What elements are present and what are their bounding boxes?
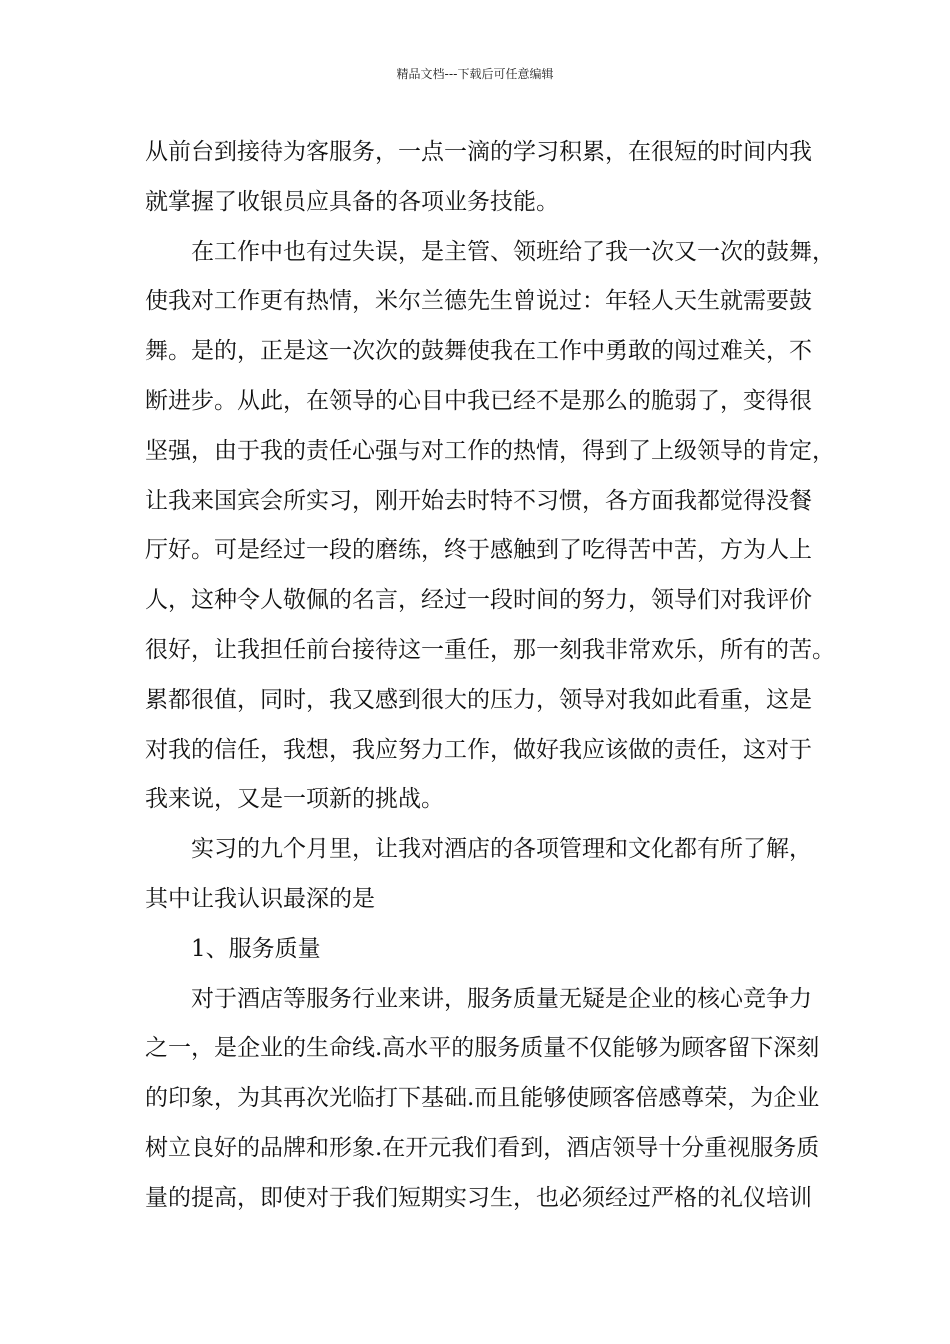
page-header: 精品文档---下载后可任意编辑 — [396, 67, 554, 81]
text-line: 累都很值，同时，我又感到很大的压力，领导对我如此看重，这是 — [145, 686, 812, 713]
text-line: 量的提高，即使对于我们短期实习生，也必须经过严格的礼仪培训 — [145, 1184, 812, 1211]
text-line: 之一，是企业的生命线.高水平的服务质量不仅能够为顾客留下深刻 — [145, 1035, 820, 1062]
paragraph-start-line: 实习的九个月里，让我对酒店的各项管理和文化都有所了解， — [191, 836, 812, 863]
text-line: 的印象，为其再次光临打下基础.而且能够使顾客倍感尊荣，为企业 — [145, 1085, 820, 1112]
text-line: 从前台到接待为客服务，一点一滴的学习积累，在很短的时间内我 — [145, 139, 812, 165]
text-line: 坚强，由于我的责任心强与对工作的热情，得到了上级领导的肯定， — [145, 437, 835, 464]
document-body — [145, 128, 835, 1224]
text-line: 断进步。从此，在领导的心目中我已经不是那么的脆弱了，变得很 — [145, 387, 812, 414]
text-line: 让我来国宾会所实习，刚开始去时特不习惯，各方面我都觉得没餐 — [145, 487, 812, 514]
text-line: 其中让我认识最深的是 — [145, 885, 375, 912]
text-line: 舞。是的，正是这一次次的鼓舞使我在工作中勇敢的闯过难关，不 — [145, 338, 812, 365]
section-heading: 1、服务质量 — [191, 935, 321, 962]
paragraph-start-line: 在工作中也有过失误，是主管、领班给了我一次又一次的鼓舞， — [191, 238, 835, 265]
text-line: 就掌握了收银员应具备的各项业务技能。 — [145, 188, 559, 215]
text-line: 对我的信任，我想，我应努力工作，做好我应该做的责任，这对于 — [145, 736, 812, 763]
text-line: 很好，让我担任前台接待这一重任，那一刻我非常欢乐，所有的苦。 — [145, 636, 835, 663]
text-line: 人，这种令人敬佩的名言，经过一段时间的努力，领导们对我评价 — [145, 587, 812, 614]
paragraph-start-line: 对于酒店等服务行业来讲，服务质量无疑是企业的核心竞争力 — [191, 985, 812, 1012]
text-line: 树立良好的品牌和形象.在开元我们看到，酒店领导十分重视服务质 — [145, 1134, 820, 1161]
text-line: 厅好。可是经过一段的磨练，终于感触到了吃得苦中苦，方为人上 — [145, 537, 812, 564]
text-line: 使我对工作更有热情，米尔兰德先生曾说过：年轻人天生就需要鼓 — [145, 288, 812, 315]
text-line: 我来说，又是一项新的挑战。 — [145, 786, 444, 813]
